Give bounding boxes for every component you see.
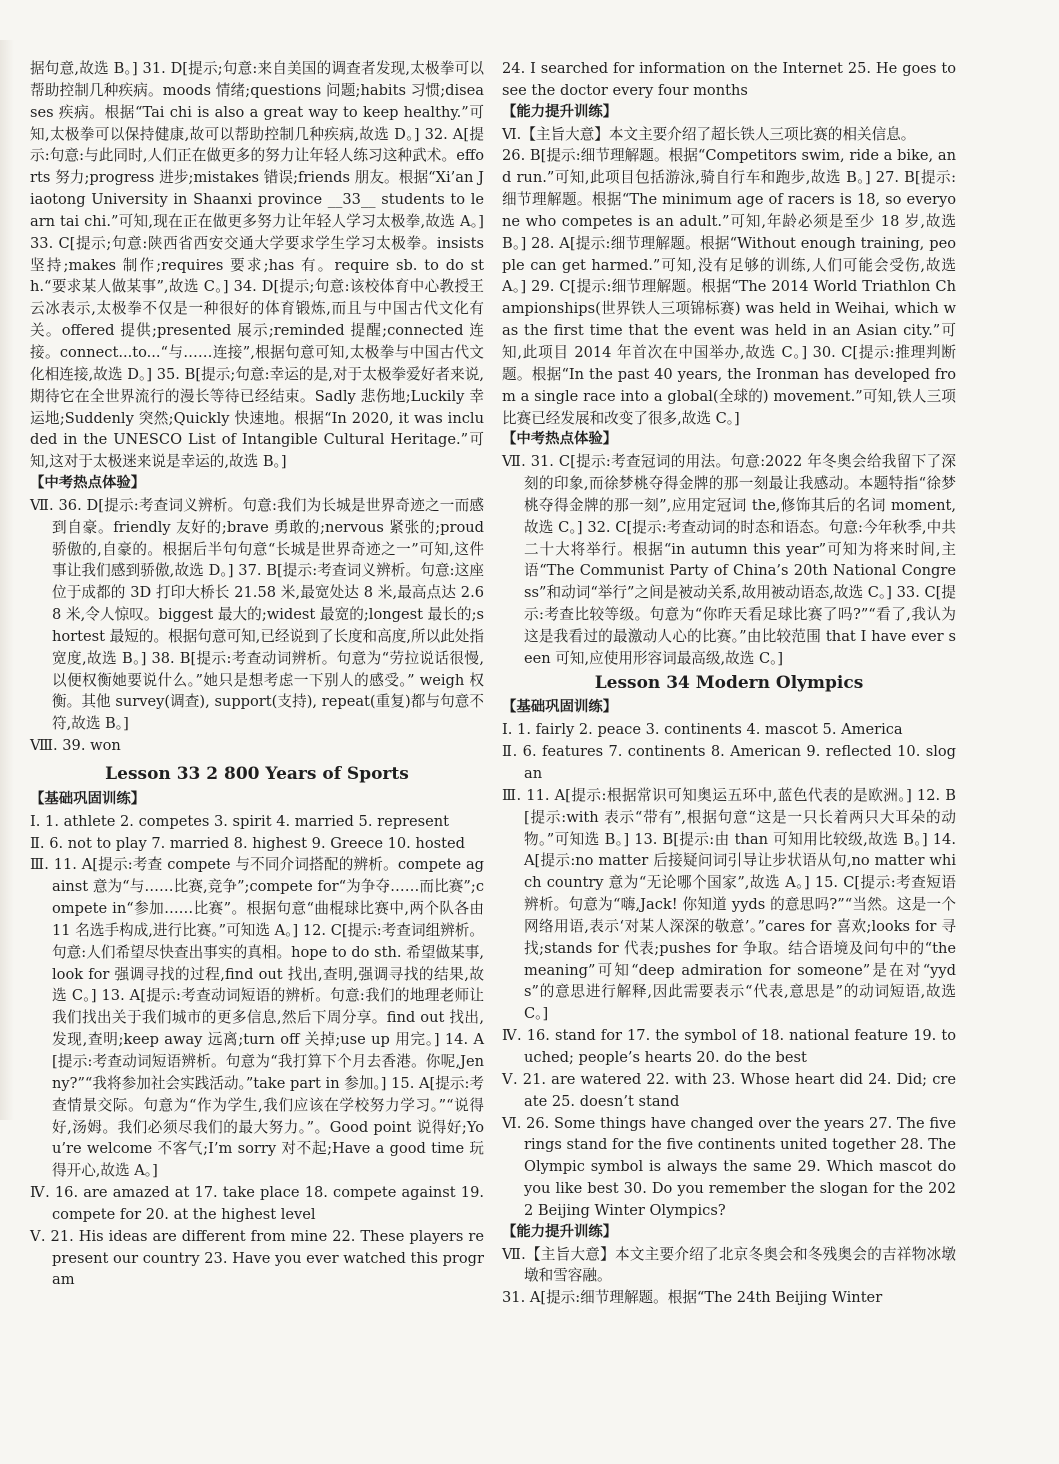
answer-paragraph: 据句意,故选 B。] 31. D[提示;句意:来自美国的调查者发现,太极拳可以帮助控制几种疾病。moods 情绪;questions 问题;habits 习惯;diseases 疾病。根据“Tai chi is also a great way to keep healthy.”可知,太极拳可以保持健康,故可以帮助控制几种疾病,故选 D。] 32. A[提示:句意:与此同时,人们正在做更多的努力让年轻人练习这种武术。efforts 努力;progress 进步;mistakes 错误;friends 朋友。根据“Xi’an Jiaotong University in Shaanxi province __33__ students to learn tai chi.”可知,现在正在做更多努力让年轻人学习太极拳,故选 A。] 33. C[提示;句意:陕西省西安交通大学要求学生学习太极拳。insists 坚持;makes 制作;requires 要求;has 有。require sb. to do sth.“要求某人做某事”,故选 C。] 34. D[提示;句意:该校体育中心教授王云冰表示,太极拳不仅是一种很好的体育锻炼,而且与中国古代文化有关。offered 提供;presented 展示;reminded 提醒;connected 连接。connect...to...“与……连接”,根据句意可知,太极拳与中国古代文化相连接,故选 D。] 35. B[提示;句意:幸运的是,对于太极拳爱好者来说,期待它在全世界流行的漫长等待已经结束。Sadly 悲伤地;Luckily 幸运地;Suddenly 突然;Quickly 快速地。根据“In 2020, it was included in the UNESCO List of Intangible Cultural Heritage.”可知,这对于太极迷来说是幸运的,故选 B。] [30,60,484,471]
answer-item-vii: Ⅶ. 36. D[提示:考查词义辨析。句意:我们为长城是世界奇迹之一而感到自豪。friendly 友好的;brave 勇敢的;nervous 紧张的;proud 骄傲的,自豪的。根据后半句句意“长城是世界奇迹之一”可知,这件事让我们感到骄傲,故选 D。] 37. B[提示:考查词义辨析。句意:这座位于成都的 3D 打印大桥长 21.58 米,最宽处达 8 米,最高点达 2.68 米,令人惊叹。biggest 最大的;widest 最宽的;longest 最长的;shortest 最短的。根据句意可知,已经说到了长度和高度,所以此处指宽度,故选 B。] 38. B[提示:考查动词辨析。句意为“劳拉说话很慢,以便权衡她要说什么。”她只是想考虑一下别人的感受。” weigh 权衡。其他 survey(调查), support(支持), repeat(重复)都与句意不符,故选 B。] [30,496,484,733]
answer-item-iii: Ⅲ. 11. A[提示:考查 compete 与不同介词搭配的辨析。compete against 意为“与……比赛,竞争”;compete for“为争夺……而比赛”;compete in“参加……比赛”。根据句意“曲棍球比赛中,两个队各由 11 名选手构成,进行比赛。”可知选 A。] 12. C[提示:考查词组辨析。句意:人们希望尽快查出事实的真相。hope to do sth. 希望做某事,look for 强调寻找的过程,find out 找出,查明,强调寻找的结果,故选 C。] 13. A[提示:考查动词短语的辨析。句意:我们的地理老师让我们找出关于我们城市的更多信息,然后下周分享。find out 找出,发现,查明;keep away 远离;turn off 关掉;use up 用完。] 14. A[提示:考查动词短语辨析。句意为“我打算下个月去香港。你呢,Jenny?”“我将参加社会实践活动。”take part in 参加。] 15. A[提示:考查情景交际。句意为“作为学生,我们应该在学校努力学习。”“说得好,汤姆。我们必须尽我们的最大努力。”。Good point 说得好;You’re welcome 不客气;I’m sorry 对不起;Have a good time 玩得开心,故选 A。] [30,856,484,1180]
section-heading-ability-training: 【能力提升训练】 [502,103,618,120]
answer-item-viii: Ⅷ. 39. won [30,737,121,755]
answer-item-v: Ⅴ. 21. His ideas are different from mine 22. These players represent our country 23. Have you ever watched this program [30,1227,484,1289]
answer-item-i: Ⅰ. 1. athlete 2. competes 3. spirit 4. married 5. represent [30,812,450,830]
answer-item-iv: Ⅳ. 16. stand for 17. the symbol of 18. national feature 19. touched; people’s hearts 20. do the best [502,1027,956,1066]
answer-paragraph: 26. B[提示:细节理解题。根据“Competitors swim, ride a bike, and run.”可知,此项目包括游泳,骑自行车和跑步,故选 B。] 27. B[提示:细节理解题。根据“The minimum age of racers is 18, so everyone who competes is an adult.”可知,年龄必须是至少 18 岁,故选 B。] 28. A[提示:细节理解题。根据“Without enough training, people can get harmed.”可知,没有足够的训练,人们可能会受伤,故选 A。] 29. C[提示:细节理解题。根据“The 2014 World Triathlon Championships(世界铁人三项锦标赛) was held in Weihai, which was the first time that the event was held in an Asian city.”可知,此项目 2014 年首次在中国举办,故选 C。] 30. C[提示:推理判断题。根据“In the past 40 years, the Ironman has developed from a single race into a global(全球的) movement.”可知,铁人三项比赛已经发展和改变了很多,故选 C。] [502,147,956,427]
answer-item-iv: Ⅳ. 16. are amazed at 17. take place 18. compete against 19. compete for 20. at the highest level [30,1184,484,1223]
left-column [30,58,484,1291]
answer-item-v: Ⅴ. 21. are watered 22. with 23. Whose heart did 24. Did; create 25. doesn’t stand [502,1070,956,1110]
section-heading-ability-training: 【能力提升训练】 [502,1223,618,1240]
answer-paragraph: 24. I searched for information on the Internet 25. He goes to see the doctor every four months [502,60,956,99]
answer-item-vi: Ⅵ. 26. Some things have changed over the years 27. The five rings stand for the five continents united together 28. The Olympic symbol is always the same 29. Which mascot do you like best 30. Do you remember the slogan for the 2022 Beijing Winter Olympics? [502,1114,956,1219]
page-gutter-edge [0,40,14,1120]
section-heading-basic-training: 【基础巩固训练】 [30,790,146,807]
section-heading-basic-training: 【基础巩固训练】 [502,699,618,716]
right-column [502,58,956,1309]
section-heading-exam-practice: 【中考热点体验】 [30,475,146,492]
lesson-33-title: Lesson 33 2 800 Years of Sports [105,764,409,784]
section-heading-exam-practice: 【中考热点体验】 [502,431,618,448]
answer-paragraph: 31. A[提示:细节理解题。根据“The 24th Beijing Winter [502,1289,883,1307]
answer-item-ii: Ⅱ. 6. not to play 7. married 8. highest 9. Greece 10. hosted [30,834,465,852]
lesson-34-title: Lesson 34 Modern Olympics [594,672,864,693]
answer-item-vii-summary: Ⅶ.【主旨大意】本文主要介绍了北京冬奥会和冬残奥会的吉祥物冰墩墩和雪容融。 [502,1245,956,1285]
answer-item-vi-summary: Ⅵ.【主旨大意】本文主要介绍了超长铁人三项比赛的相关信息。 [502,125,916,143]
answer-item-vii: Ⅶ. 31. C[提示:考查冠词的用法。句意:2022 年冬奥会给我留下了深刻的印象,而徐梦桃夺得金牌的那一刻最让我感动。本题特指“徐梦桃夺得金牌的那一刻”,应用定冠词 the,修饰其后的名词 moment,故选 C。] 32. C[提示:考查动词的时态和语态。句意:今年秋季,中共二十大将举行。根据“in autumn this year”可知为将来时间,主语“The Communist Party of China’s 20th National Congress”和动词“举行”之间是被动关系,故用被动语态,故选 C。] 33. C[提示:考查比较等级。句意为“你昨天看足球比赛了吗?”“看了,我认为这是我看过的最激动人心的比赛。”由比较范围 that I have ever seen 可知,应使用形容词最高级,故选 C。] [502,453,956,667]
answer-item-i: Ⅰ. 1. fairly 2. peace 3. continents 4. mascot 5. America [502,721,903,739]
answer-item-iii: Ⅲ. 11. A[提示:根据常识可知奥运五环中,蓝色代表的是欧洲。] 12. B[提示:with 表示“带有”,根据句意“这是一只长着两只大耳朵的动物。”可知选 B。] 13. B[提示:由 than 可知用比较级,故选 B。] 14. A[提示:no matter 后接疑问词引导让步状语从句,no matter which country 意为“无论哪个国家”,故选 A。] 15. C[提示:考查短语辨析。句意为“嗨,Jack! 你知道 yyds 的意思吗?”“当然。这是一个网络用语,表示‘对某人深深的敬意’。”cares for 喜欢;looks for 寻找;stands for 代表;pushes for 争取。结合语境及问句中的“the meaning”可知“deep admiration for someone”是在对“yyds”的意思进行解释,因此需要表示“代表,意思是”的动词短语,故选 C。] [502,786,956,1023]
answer-item-ii: Ⅱ. 6. features 7. continents 8. American 9. reflected 10. slogan [502,743,956,782]
